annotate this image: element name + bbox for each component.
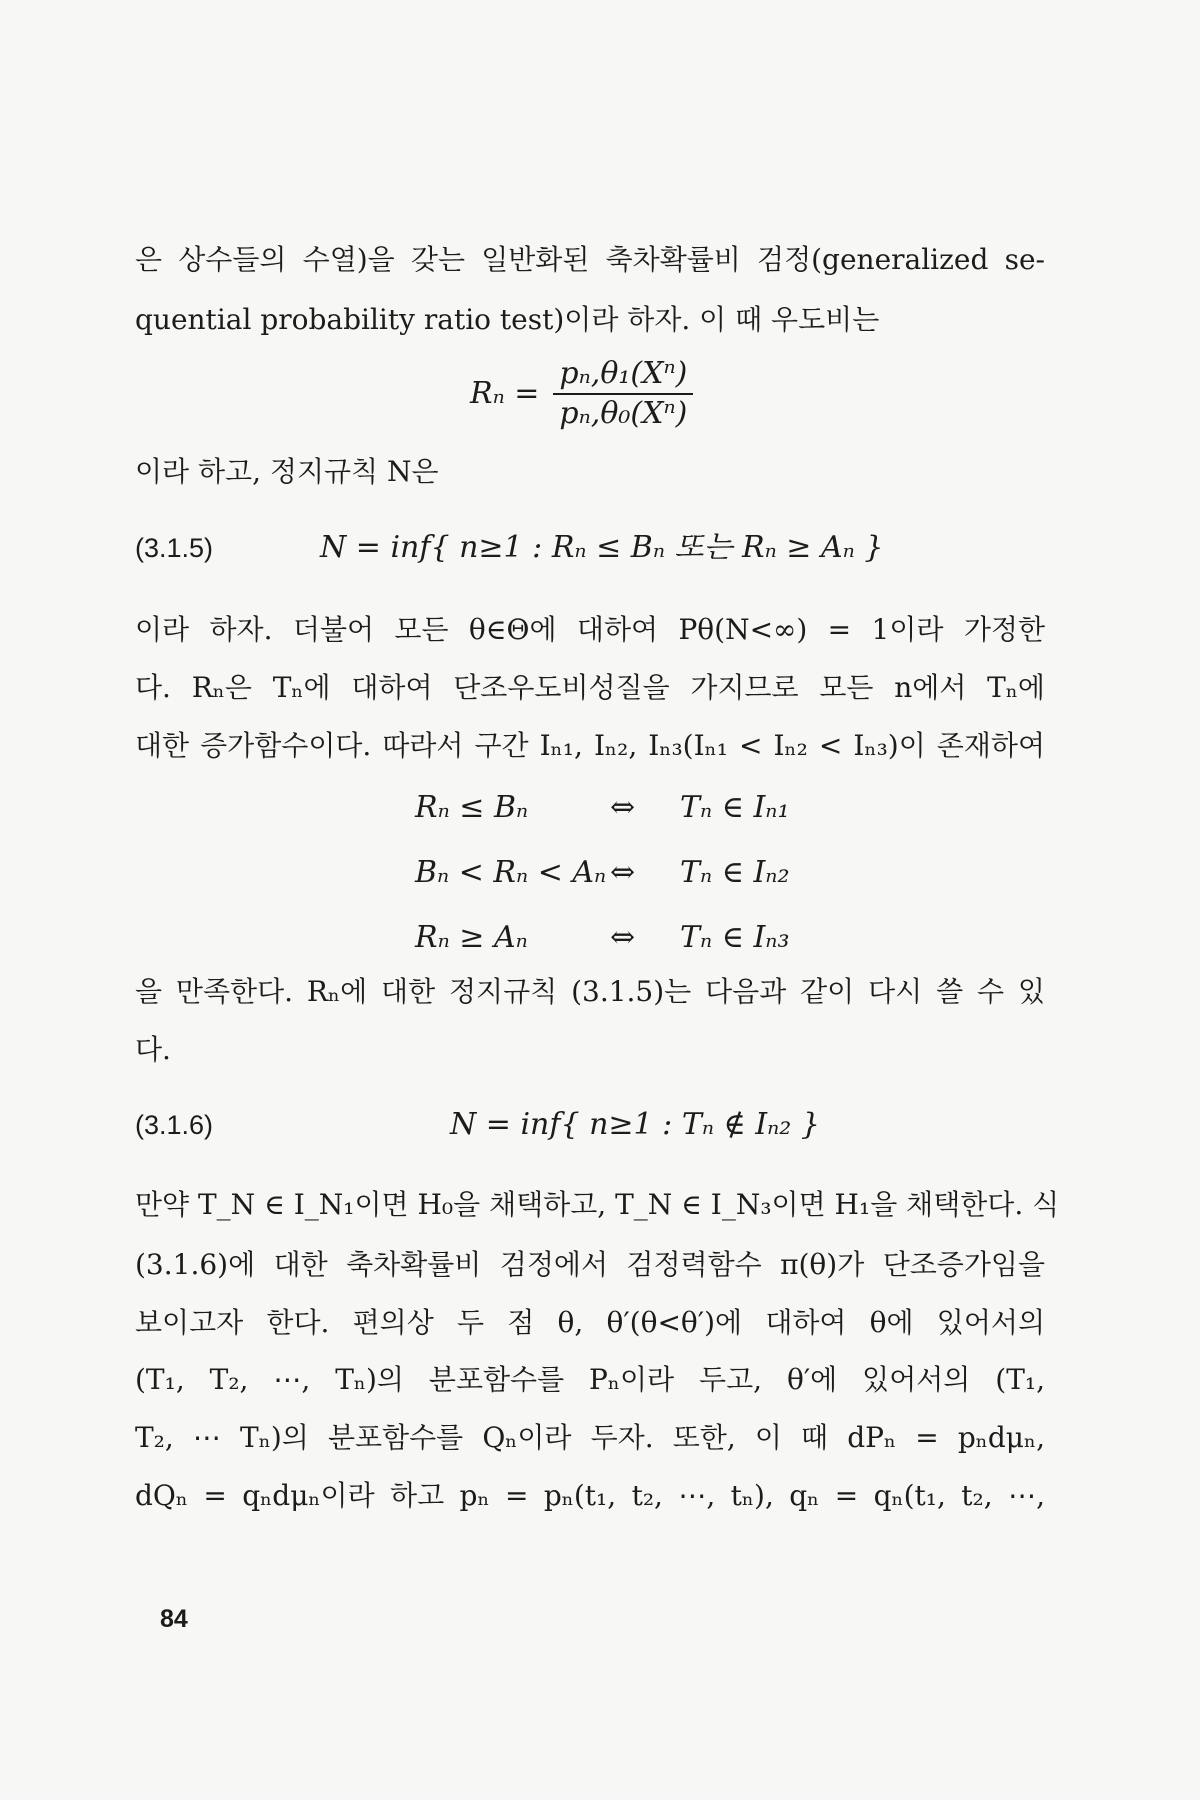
equivalence-1-left: Rₙ ≤ Bₙ xyxy=(415,790,529,825)
page-number: 84 xyxy=(160,1605,188,1633)
paragraph1-line1: 은 상수들의 수열)을 갖는 일반화된 축차확률비 검정(generalized se- xyxy=(135,243,1045,276)
equation-number-3-1-5: (3.1.5) xyxy=(135,533,214,563)
equivalence-1-arrow: ⇔ xyxy=(610,790,636,825)
ratio-fraction xyxy=(553,355,693,433)
ratio-lhs: Rₙ = xyxy=(470,376,540,412)
paragraph5-line3: 보이고자 한다. 편의상 두 점 θ, θ′(θ<θ′)에 대하여 θ에 있어서의 xyxy=(135,1306,1045,1339)
paragraph5-line5: T₂, ⋯ Tₙ)의 분포함수를 Qₙ이라 두자. 또한, 이 때 dPₙ = pₙdμₙ, xyxy=(135,1421,1045,1454)
ratio-numerator: pₙ,θ₁(Xⁿ) xyxy=(559,356,688,391)
equivalence-3-right: Tₙ ∈ Iₙ₃ xyxy=(680,920,790,955)
paragraph4-line2: 다. xyxy=(135,1033,171,1066)
likelihood-ratio-formula xyxy=(470,355,693,433)
equivalence-1-right: Tₙ ∈ Iₙ₁ xyxy=(680,790,790,825)
equivalence-2-arrow: ⇔ xyxy=(610,855,636,890)
paragraph5-line2: (3.1.6)에 대한 축차확률비 검정에서 검정력함수 π(θ)가 단조증가임을 xyxy=(135,1248,1045,1281)
equivalence-3-left: Rₙ ≥ Aₙ xyxy=(415,920,528,955)
equivalence-2-right: Tₙ ∈ Iₙ₂ xyxy=(680,855,790,890)
paragraph3-line3: 대한 증가함수이다. 따라서 구간 Iₙ₁, Iₙ₂, Iₙ₃(Iₙ₁ < Iₙ₂ < Iₙ₃)이 존재하여 xyxy=(135,729,1045,762)
paragraph2: 이라 하고, 정지규칙 N은 xyxy=(135,455,439,488)
paragraph3-line1: 이라 하자. 더불어 모든 θ∈Θ에 대하여 Pθ(N<∞) = 1이라 가정한 xyxy=(135,613,1045,646)
equivalence-3-arrow: ⇔ xyxy=(610,920,636,955)
paragraph3-line2: 다. Rₙ은 Tₙ에 대하여 단조우도비성질을 가지므로 모든 n에서 Tₙ에 xyxy=(135,671,1045,704)
paragraph5-line4: (T₁, T₂, ⋯, Tₙ)의 분포함수를 Pₙ이라 두고, θ′에 있어서의 (T₁, xyxy=(135,1363,1045,1396)
paragraph5-line6: dQₙ = qₙdμₙ이라 하고 pₙ = pₙ(t₁, t₂, ⋯, tₙ), qₙ = qₙ(t₁, t₂, ⋯, xyxy=(135,1479,1045,1512)
equation-number-3-1-6: (3.1.6) xyxy=(135,1110,214,1140)
ratio-denominator: pₙ,θ₀(Xⁿ) xyxy=(559,395,688,431)
equation-3-1-5: N = inf{ n≥1 : Rₙ ≤ Bₙ 또는 Rₙ ≥ Aₙ } xyxy=(320,530,884,565)
paragraph4-line1: 을 만족한다. Rₙ에 대한 정지규칙 (3.1.5)는 다음과 같이 다시 쓸 수 있 xyxy=(135,975,1045,1008)
equivalence-2-left: Bₙ < Rₙ < Aₙ xyxy=(415,855,607,890)
paragraph5-line1: 만약 T_N ∈ I_N₁이면 H₀을 채택하고, T_N ∈ I_N₃이면 H₁을 채택한다. 식 xyxy=(135,1188,1060,1221)
equation-3-1-6: N = inf{ n≥1 : Tₙ ∉ Iₙ₂ } xyxy=(450,1107,820,1142)
paragraph1-line2: quential probability ratio test)이라 하자. 이 때 우도비는 xyxy=(135,303,880,336)
